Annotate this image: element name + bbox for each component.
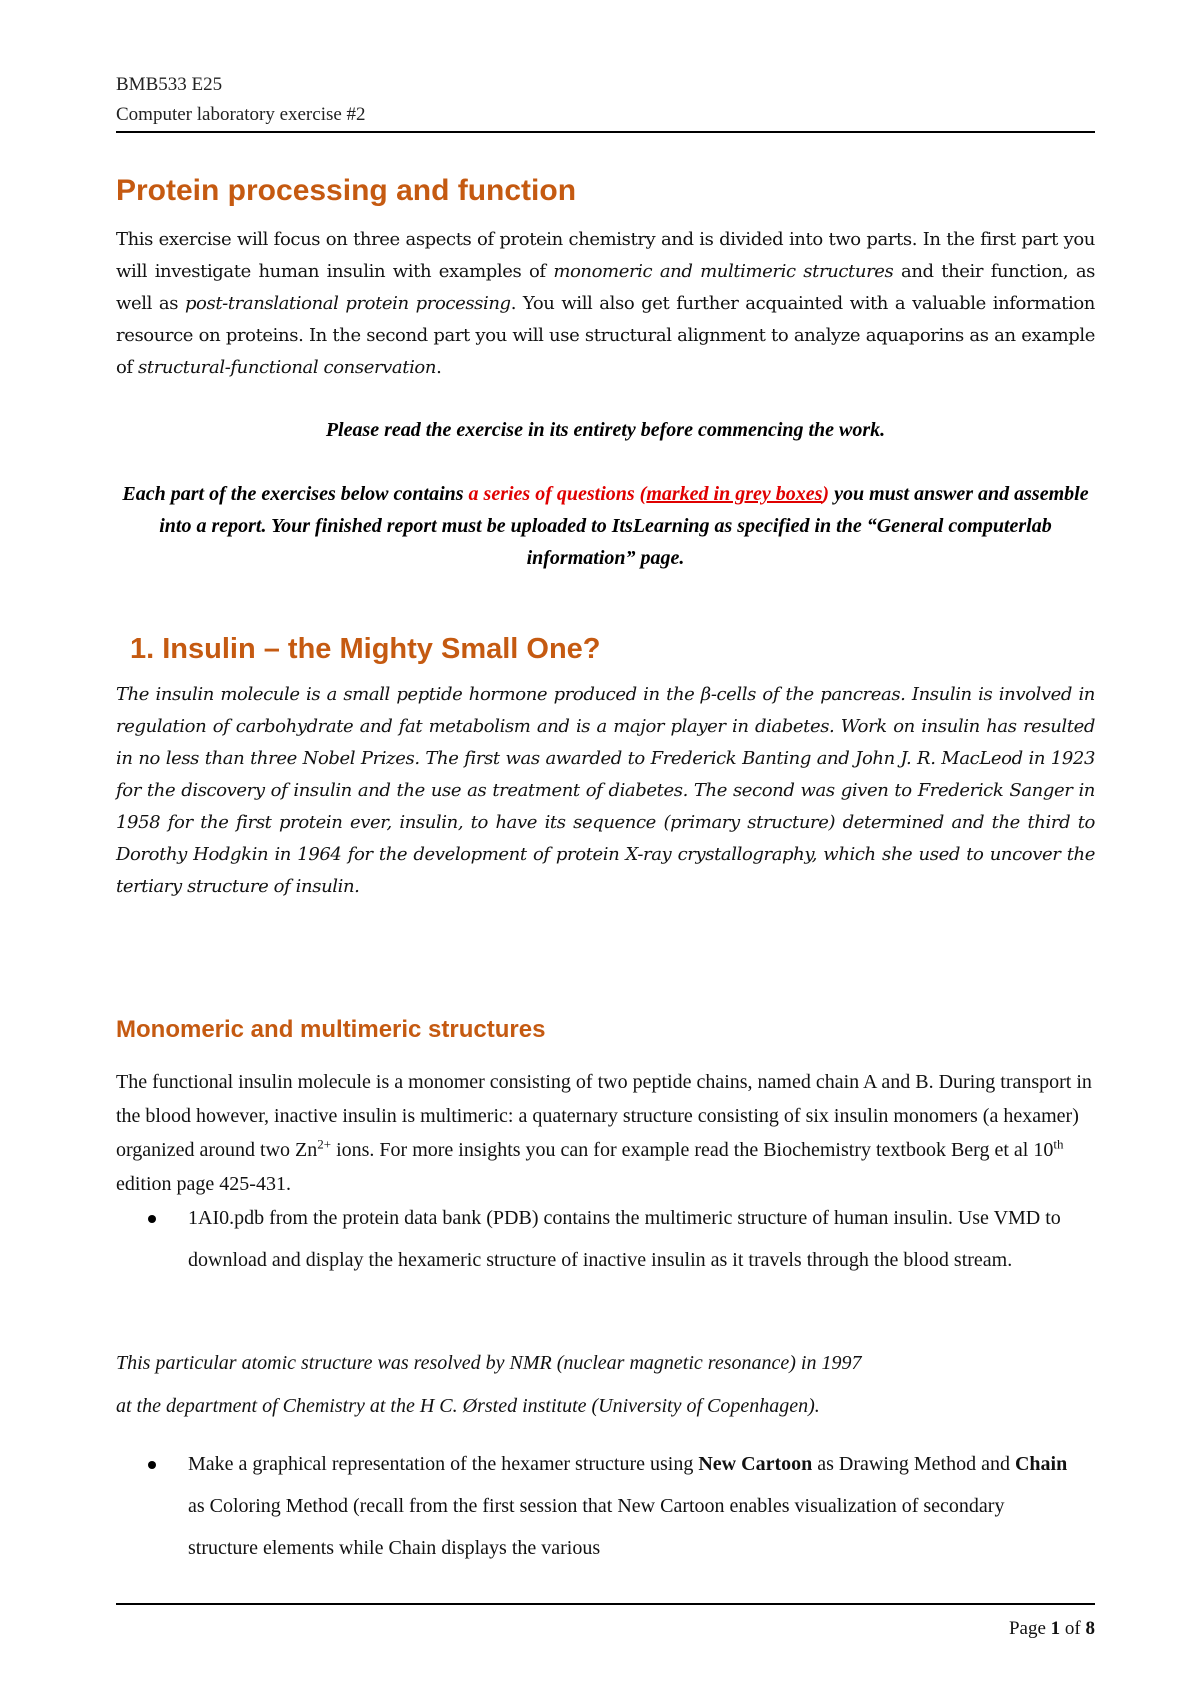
bullet-list-2 [116, 1443, 1076, 1569]
section-insulin-title: 1. Insulin – the Mighty Small One? [130, 633, 601, 665]
bullet-icon [148, 1215, 156, 1223]
multimeric-paragraph: The functional insulin molecule is a monomer consisting of two peptide chains, named chain A and B. During transport in the blood however, inactive insulin is multimeric: a quaternary structure consisting of six insulin monomers (a hexamer) organized around two $Zn^{2+}$ ions. For more insights you can for example read the Biochemistry textbook Berg et al 10th edition page 425-431. [116, 1071, 1092, 1195]
read-notice: Please read the exercise in its entirety before commencing the work. [325, 419, 886, 441]
bullet-icon [148, 1461, 156, 1469]
header-course-code: BMB533 E25 [116, 74, 223, 95]
section-multimeric-title: Monomeric and multimeric structures [116, 1016, 546, 1043]
intro-paragraph: This exercise will focus on three aspects of protein chemistry and is divided into two parts. In the first part you will investigate human insulin with examples of monomeric and multimeric structures and their function, as well as post-translational protein processing. You will also get further acquainted with a valuable information resource on proteins. In the second part you will use structural alignment to analyze aquaporins as an example of structural-functional conservation. [116, 229, 1095, 378]
insulin-intro-paragraph: The insulin molecule is a small peptide hormone produced in the β-cells of the pancreas. Insulin is involved in regulation of carbohydrate and fat metabolism and is a major player in diabetes. Work on insulin has resulted in no less than three Nobel Prizes. The first was awarded to Frederick Banting and John J. R. MacLeod in 1923 for the discovery of insulin and the use as treatment of diabetes. The second was given to Frederick Sanger in 1958 for the first protein ever, insulin, to have its sequence (primary structure) determined and the third to Dorothy Hodgkin in 1964 for the development of protein X-ray crystallography, which she used to uncover the tertiary structure of insulin. [116, 684, 1095, 897]
footer-divider [116, 1603, 1095, 1605]
list-item: Make a graphical representation of the hexamer structure using New Cartoon as Drawing Method and Chain as Coloring Method (recall from the first session that New Cartoon enables visualization of secondary structure elements while Chain displays the various [116, 1443, 1076, 1569]
page-number: Page 1 of 8 [1008, 1618, 1095, 1639]
report-notice: Each part of the exercises below contains a series of questions (marked in grey boxes) you must answer and assemble into a report. Your finished report must be uploaded to ItsLearning as specified in the “General computerlab information” page. [122, 483, 1089, 569]
page-title: Protein processing and function [116, 174, 577, 207]
nmr-note: This particular atomic structure was resolved by NMR (nuclear magnetic resonance) in 1997 at the department of Chemistry at the H C. Ørsted institute (University of Copenhagen). [116, 1352, 862, 1417]
header-subtitle: Computer laboratory exercise #2 [116, 104, 366, 125]
header-divider [116, 131, 1095, 133]
list-item: 1AI0.pdb from the protein data bank (PDB) contains the multimeric structure of human insulin. Use VMD to download and display the hexameric structure of inactive insulin as it travels through the blood stream. [116, 1197, 1076, 1281]
bullet-list-1 [116, 1197, 1076, 1281]
